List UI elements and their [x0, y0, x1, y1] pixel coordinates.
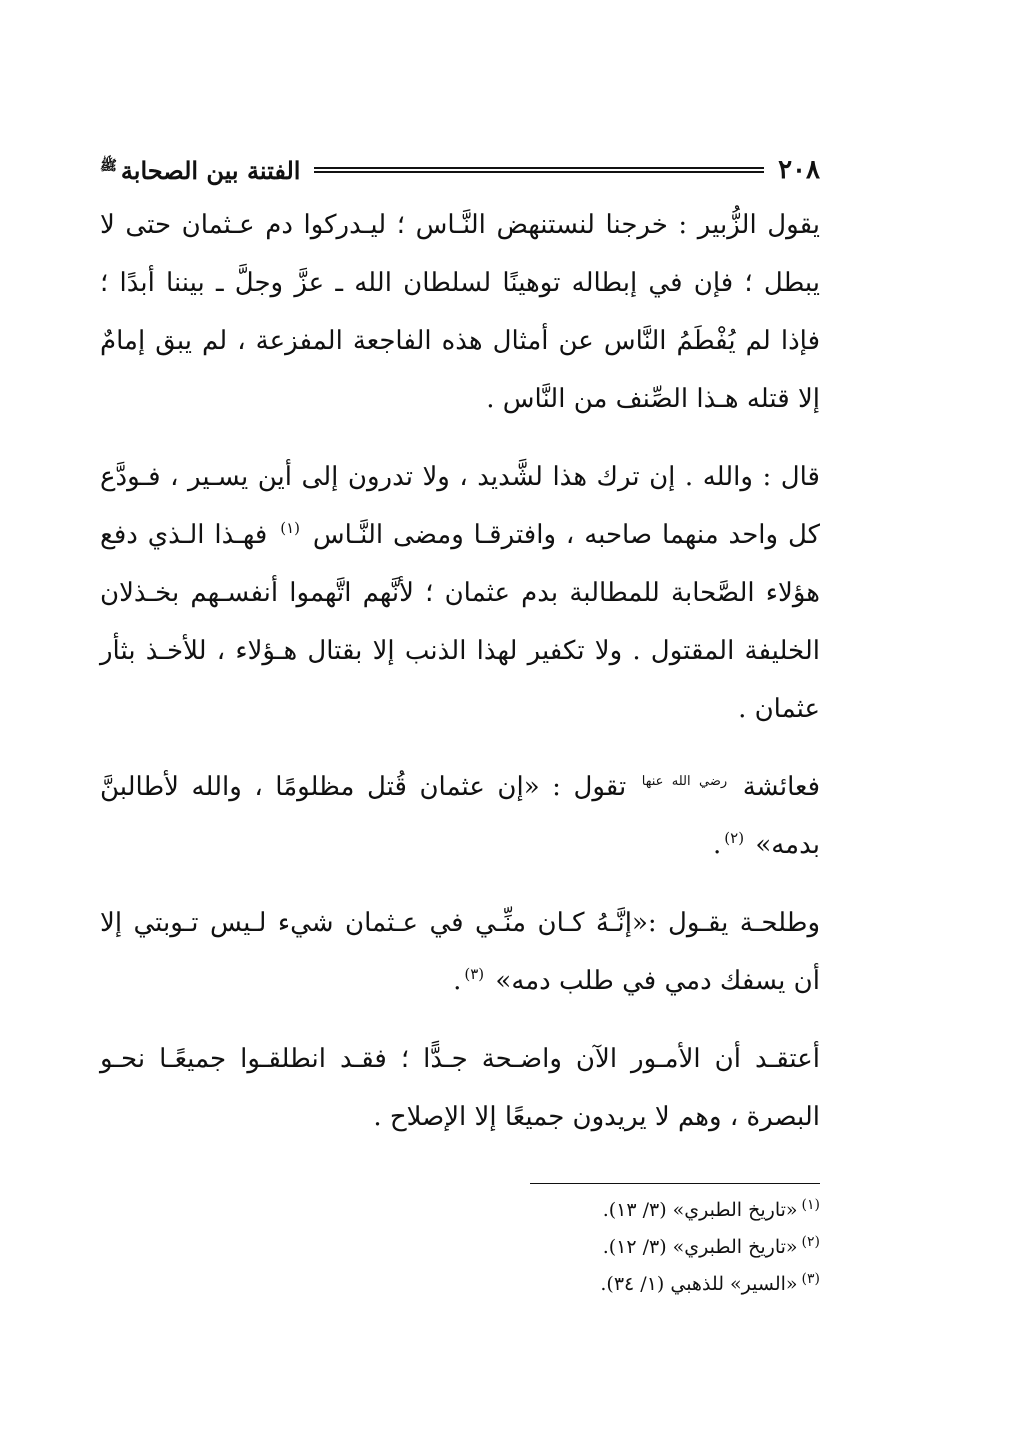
paragraph-3-quote: تقول : «إن عثمان قُتل مظلومًا ، والله لأطالبنَّ بدمه» — [100, 772, 820, 860]
footnote-2 — [100, 1229, 820, 1266]
paragraph-2 — [100, 448, 820, 738]
footnote-1 — [100, 1192, 820, 1229]
header-rule — [314, 167, 764, 173]
footnote-number: (١) — [801, 1196, 820, 1213]
honorific-inline: رضي الله عنها — [641, 774, 728, 790]
paragraph-4-quote: وطلحـة يقـول :«إنَّـهُ كـان منِّـي في عـثمان شيء لـيس تـوبتي إلا أن يسفك دمي في طلب دمه» — [100, 908, 820, 996]
paragraph-5: أعتقـد أن الأمـور الآن واضـحة جـدًّا ؛ فقـد انطلقـوا جميعًـا نحـو البصرة ، وهم لا يريدون جميعًا إلا الإصلاح . — [100, 1044, 820, 1132]
footnote-text: «تاريخ الطبري» (٣/ ١٣). — [602, 1199, 798, 1221]
footnote-ref-3[interactable]: (٣) — [464, 965, 485, 984]
running-title — [100, 156, 300, 185]
page-header — [100, 148, 820, 192]
footnote-text: «تاريخ الطبري» (٣/ ١٢). — [602, 1236, 798, 1258]
paragraph-2-text-a: قال : والله . إن ترك هذا لشَّديد ، ولا تدرون إلى أين يسـير ، فـودَّع كل واحد منهما صاحبه ، وافترقـا ومضى النَّـاس — [100, 462, 821, 550]
paragraph-3-text-a: فعائشة — [742, 772, 820, 802]
paragraph-3 — [100, 758, 820, 874]
honorific-symbol: ﷺ — [100, 157, 117, 174]
paragraph-4-end: . — [453, 966, 462, 996]
footnote-number: (٣) — [801, 1270, 820, 1287]
footnote-separator — [530, 1183, 820, 1184]
page-number: ٢٠٨ — [778, 155, 820, 185]
footnote-ref-2[interactable]: (٢) — [724, 829, 745, 848]
running-title-text: الفتنة بين الصحابة — [120, 155, 301, 185]
paragraph-3-end: . — [713, 830, 722, 860]
footnotes — [100, 1192, 820, 1303]
body-text — [100, 196, 820, 1166]
paragraph-2-text-b: فهـذا الـذي دفع هؤلاء الصَّحابة للمطالبة بدم عثمان ؛ لأنَّهم اتَّهموا أنفسـهم بخـذلان الخليفة المقتول . ولا تكفير لهذا الذنب إلا بقتال هـؤلاء ، للأخـذ بثأر عثمان . — [100, 520, 820, 724]
footnote-3 — [100, 1266, 820, 1303]
footnote-ref-1[interactable]: (١) — [280, 519, 300, 538]
paragraph-4 — [100, 894, 820, 1010]
paragraph-1: يقول الزُّبير : خرجنا لنستنهض النَّـاس ؛ ليـدركوا دم عـثمان حتى لا يبطل ؛ فإن في إبطاله توهينًا لسلطان الله ـ عزَّ وجلَّ ـ بيننا أبدًا ؛ فإذا لم يُفْطَمُ النَّاس عن أمثال هذه الفاجعة المفزعة ، لم يبق إمامٌ إلا قتله هـذا الصِّنف من النَّاس . — [100, 210, 820, 414]
footnote-number: (٢) — [801, 1233, 820, 1250]
footnote-text: «السير» للذهبي (١/ ٣٤). — [600, 1273, 798, 1295]
